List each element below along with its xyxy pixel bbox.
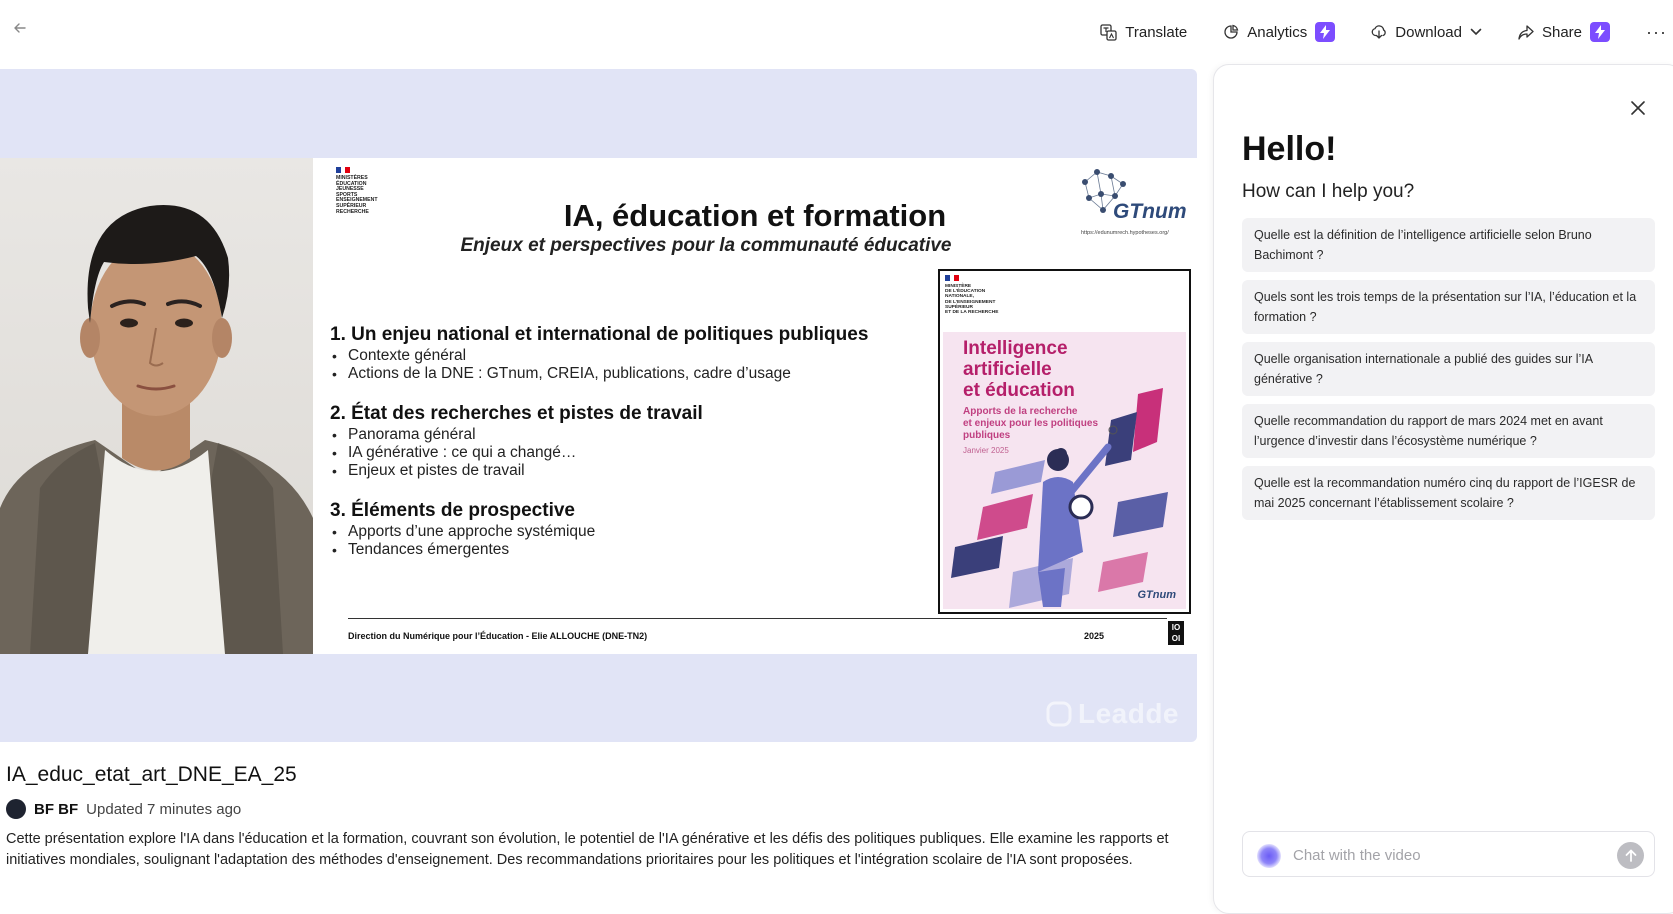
gtnum-url: https://edunumrech.hypotheses.org/ [1081,230,1169,236]
slide-subtitle: Enjeux et perspectives pour la communauté éducative [460,235,952,256]
cover-illustration [943,332,1190,613]
ministry-line: RECHERCHE [336,208,369,215]
ioi-line: IO [1171,623,1181,632]
cover-gtnum-logo: GTnum [1137,589,1176,601]
video-player[interactable] [0,69,1197,742]
chat-input[interactable] [1293,840,1593,870]
suggestion-chip[interactable]: Quelle organisation internationale a publié des guides sur l’IA générative ? [1242,342,1655,396]
chat-prompt: How can I help you? [1242,181,1415,202]
report-cover-image [938,269,1191,614]
avatar [6,799,26,819]
french-flag-icon [945,275,959,281]
translate-icon [1100,24,1117,41]
back-arrow-icon[interactable] [8,16,32,40]
gtnum-wordmark: GTnum [1113,200,1187,223]
share-button[interactable] [1518,22,1610,42]
video-description: Cette présentation explore l'IA dans l'éducation et la formation, couvrant son évolution, le potentiel de l'IA générative et les défis des politiques publiques. Elle examine les rapports et initiatives mondiales, soulignant l'adaptation des méthodes d'enseignement. Des recommandations prioritaires pour les politiques et l'intégration scolaire de l'IA sont proposées. [6,831,1169,868]
cover-title-line: Intelligence [963,338,1068,359]
cover-header [940,271,1189,332]
chat-greeting: Hello! [1242,130,1337,168]
list-item: • Apports d’une approche systémique [330,523,890,541]
ministry-line: SUPÉRIEUR [336,202,367,209]
cover-body [943,332,1186,609]
ministry-line: SUPÉRIEUR [945,304,973,310]
chevron-down-icon [1470,28,1482,36]
translate-button[interactable] [1100,24,1187,41]
section-heading: 3. Éléments de prospective [330,500,575,521]
share-label: Share [1541,23,1583,41]
analytics-button[interactable] [1223,22,1335,42]
cloud-download-icon [1371,24,1387,40]
french-flag-icon [336,167,350,173]
suggestion-chip[interactable]: Quelle recommandation du rapport de mars 2024 met en avant l’urgence d’investir dans l’écosystème numérique ? [1242,404,1655,458]
leadde-logo-icon [1046,701,1072,727]
ministry-line: JEUNESSE [336,186,364,193]
video-title: IA_educ_etat_art_DNE_EA_25 [6,763,297,786]
toolbar-actions [1100,18,1673,46]
cover-subtitle-line: Apports de la recherche [963,406,1078,417]
pie-chart-icon [1223,24,1239,40]
send-button[interactable] [1617,842,1644,869]
ministry-line: ET DE LA RECHERCHE [945,310,999,316]
close-icon[interactable] [1626,96,1650,120]
top-bar [0,0,1673,64]
premium-bolt-icon [1590,22,1610,42]
section-list [330,426,890,480]
cover-date: Janvier 2025 [963,446,1009,455]
translate-label: Translate [1125,23,1188,41]
cover-ministry-lines [945,284,998,315]
cover-ministry-logo [945,275,998,315]
download-label: Download [1395,23,1462,41]
ministry-line: ÉDUCATION [336,180,367,187]
cover-title-line: et éducation [963,380,1075,401]
list-item: • Panorama général [330,426,890,444]
slide-year: 2025 [1084,631,1105,641]
ministry-line: DE L’ÉDUCATION [945,289,986,295]
updated-time: Updated 7 minutes ago [86,800,242,818]
premium-bolt-icon [1315,22,1335,42]
list-item: • IA générative : ce qui a changé… [330,444,890,462]
more-options-ellipsis-icon[interactable]: ··· [1646,21,1667,42]
presenter-illustration [0,158,313,654]
section-heading: 1. Un enjeu national et international de politiques publiques [330,324,869,345]
suggestion-chip[interactable]: Quelle est la recommandation numéro cinq du rapport de l’IGESR de mai 2025 concernant l’établissement scolaire ? [1242,466,1655,520]
section-heading: 2. État des recherches et pistes de travail [330,403,703,424]
suggested-questions [1242,218,1655,528]
cover-subtitle-line: et enjeux pour les politiques [963,418,1099,429]
slide-title: IA, éducation et formation [563,198,947,233]
cover-subtitle-line: publiques [963,430,1011,441]
video-meta [6,799,241,819]
presentation-slide [313,158,1197,654]
share-arrow-icon [1518,25,1534,40]
ioi-line: OI [1171,634,1181,643]
watermark-logo [1046,698,1179,730]
watermark-text: Leadde [1077,698,1179,729]
slide-divider [348,618,1167,619]
ai-orb-icon [1257,844,1281,868]
list-item: • Contexte général [330,347,890,365]
section-list [330,347,890,383]
slide-footer: Direction du Numérique pour l’Éducation - Elie ALLOUCHE (DNE-TN2) [348,631,648,641]
ministry-line: NATIONALE, [945,294,974,300]
list-item: • Tendances émergentes [330,541,890,559]
suggestion-chip[interactable]: Quelle est la définition de l’intelligence artificielle selon Bruno Bachimont ? [1242,218,1655,272]
suggestion-chip[interactable]: Quels sont les trois temps de la présentation sur l’IA, l’éducation et la formation ? [1242,280,1655,334]
list-item: • Actions de la DNE : GTnum, CREIA, publications, cadre d’usage [330,365,890,383]
analytics-label: Analytics [1247,23,1308,41]
arrow-up-icon [1625,849,1637,862]
slide-outline [330,324,890,559]
download-button[interactable] [1371,24,1482,41]
ministry-line: MINISTÈRE [945,284,972,289]
presenter-avatar-video [0,158,313,654]
ministry-line: SPORTS [336,191,358,198]
cover-title-line: artificielle [963,359,1052,380]
chat-input-box [1242,831,1655,877]
section-list [330,523,890,559]
ioi-logo [1168,621,1184,645]
ministry-line: DE L’ENSEIGNEMENT [945,299,996,305]
ministry-line: MINISTÈRES [336,175,368,181]
ministry-line: ENSEIGNEMENT [336,197,378,204]
owner-name: BF BF [34,800,79,818]
list-item: • Enjeux et pistes de travail [330,462,890,480]
